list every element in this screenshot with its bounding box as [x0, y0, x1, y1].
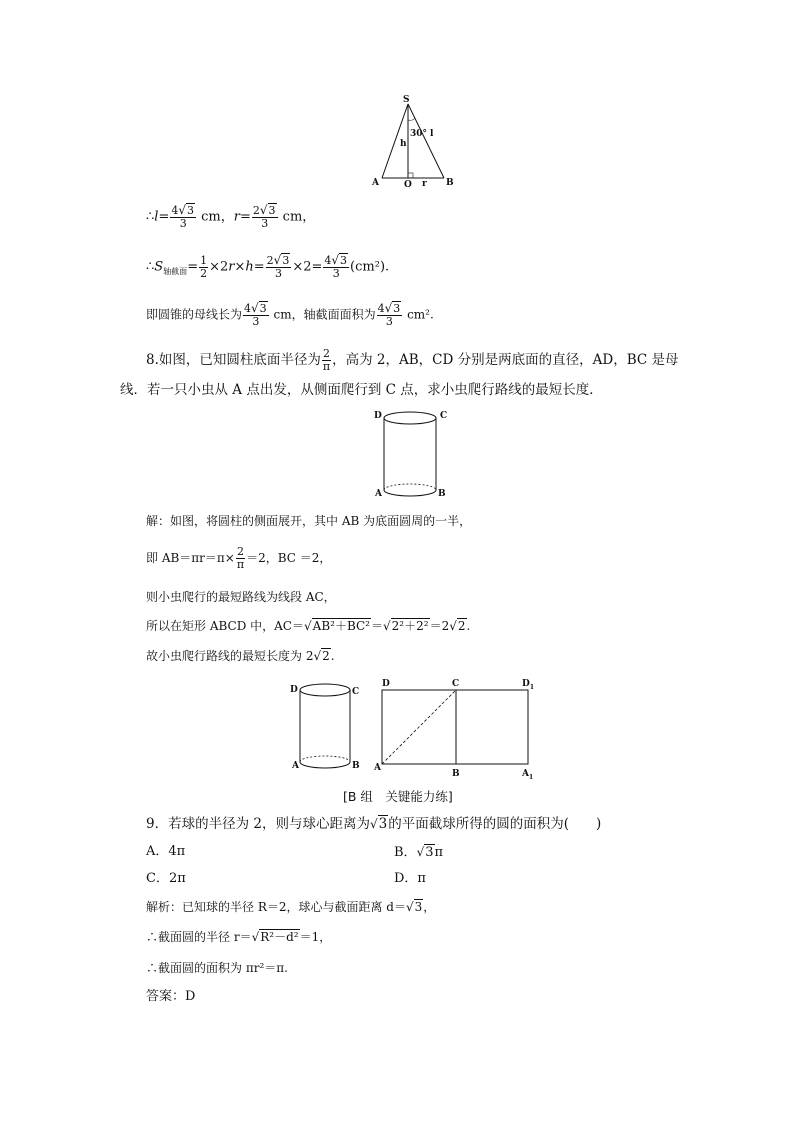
cone-figure [366, 94, 466, 190]
sol8-l2: 即 AB＝πr＝π× $\frac{2}{\pi}$ ＝2，BC ＝2， [146, 545, 332, 571]
small-B: B [352, 761, 360, 771]
cylinder-figure [370, 406, 460, 502]
sol9-l3: ∴截面圆的面积为 πr²＝π. [146, 961, 288, 975]
rect-A1: $A_1$ [522, 769, 534, 781]
small-A: A [292, 761, 299, 771]
point-O: O [404, 180, 412, 190]
result-area: $\therefore S_{轴截面}=$ $\frac{1}{2}$ ×2r×h= $\frac{2√3}{3}$ ×2= $\frac{4√3}{3}$ (cm²). [146, 253, 390, 280]
small-D: D [290, 685, 298, 695]
q9-option-a: A．4π [146, 844, 186, 859]
point-C: C [440, 411, 448, 421]
vertex-S: S [403, 95, 410, 105]
section-title: [B 组 关键能力练] [343, 789, 453, 804]
rect-D: D [382, 679, 390, 689]
height-label: h [400, 139, 407, 149]
point-B: B [438, 489, 446, 499]
rect-A: A [374, 763, 381, 773]
point-D: D [374, 411, 382, 421]
sol9-l1: 解析：已知球的半径 R＝2，球心与截面距离 d＝√3， [146, 900, 436, 914]
sol8-l4: 所以在矩形 ABCD 中，AC＝√AB²＋BC²＝√2²＋2²＝2√2. [146, 619, 471, 633]
q8-stem-line1: 8.如图，已知圆柱底面半径为 $\frac{2}{\pi}$ ，高为 2，AB，CD 分别是两底面的直径，AD，BC 是母 [146, 347, 679, 373]
q9-option-b: B．√3π [394, 845, 444, 860]
q8-stem-line2: 线．若一只小虫从 A 点出发，从侧面爬行到 C 点，求小虫爬行路线的最短长度． [120, 382, 603, 398]
sol8-l3: 则小虫爬行的最短路线为线段 AC， [146, 590, 336, 604]
q9-stem: 9．若球的半径为 2，则与球心距离为√3的平面截球所得的圆的面积为( ) [146, 816, 602, 832]
result-conclusion: 即圆锥的母线长为 $\frac{4√3}{3}$ cm，轴截面面积为 $\frac{4√3}{3}$ cm². [146, 301, 434, 328]
sol8-l1: 解：如图，将圆柱的侧面展开，其中 AB 为底面圆周的一半， [146, 514, 472, 528]
angle-label: 30° [410, 129, 428, 139]
sol9-l2: ∴截面圆的半径 r＝√R²－d²＝1， [146, 930, 332, 944]
sol9-answer: 答案：D [146, 989, 196, 1004]
radius-label: r [422, 179, 427, 189]
sol8-l5: 故小虫爬行路线的最短长度为 2√2. [146, 649, 335, 663]
rect-B: B [452, 769, 460, 779]
point-A: A [372, 178, 379, 188]
result-l-r: ∴l= $\frac{4√3}{3}$ cm，r= $\frac{2√3}{3}$ cm， [146, 203, 316, 230]
small-C: C [352, 687, 360, 697]
point-B: B [446, 178, 454, 188]
q9-option-c: C．2π [146, 871, 186, 886]
slant-label: l [430, 129, 434, 139]
unfold-figure [286, 676, 546, 782]
q9-option-d: D．π [394, 871, 426, 886]
point-A: A [375, 489, 382, 499]
rect-C: C [452, 679, 460, 689]
rect-D1: $D_1$ [522, 679, 534, 691]
